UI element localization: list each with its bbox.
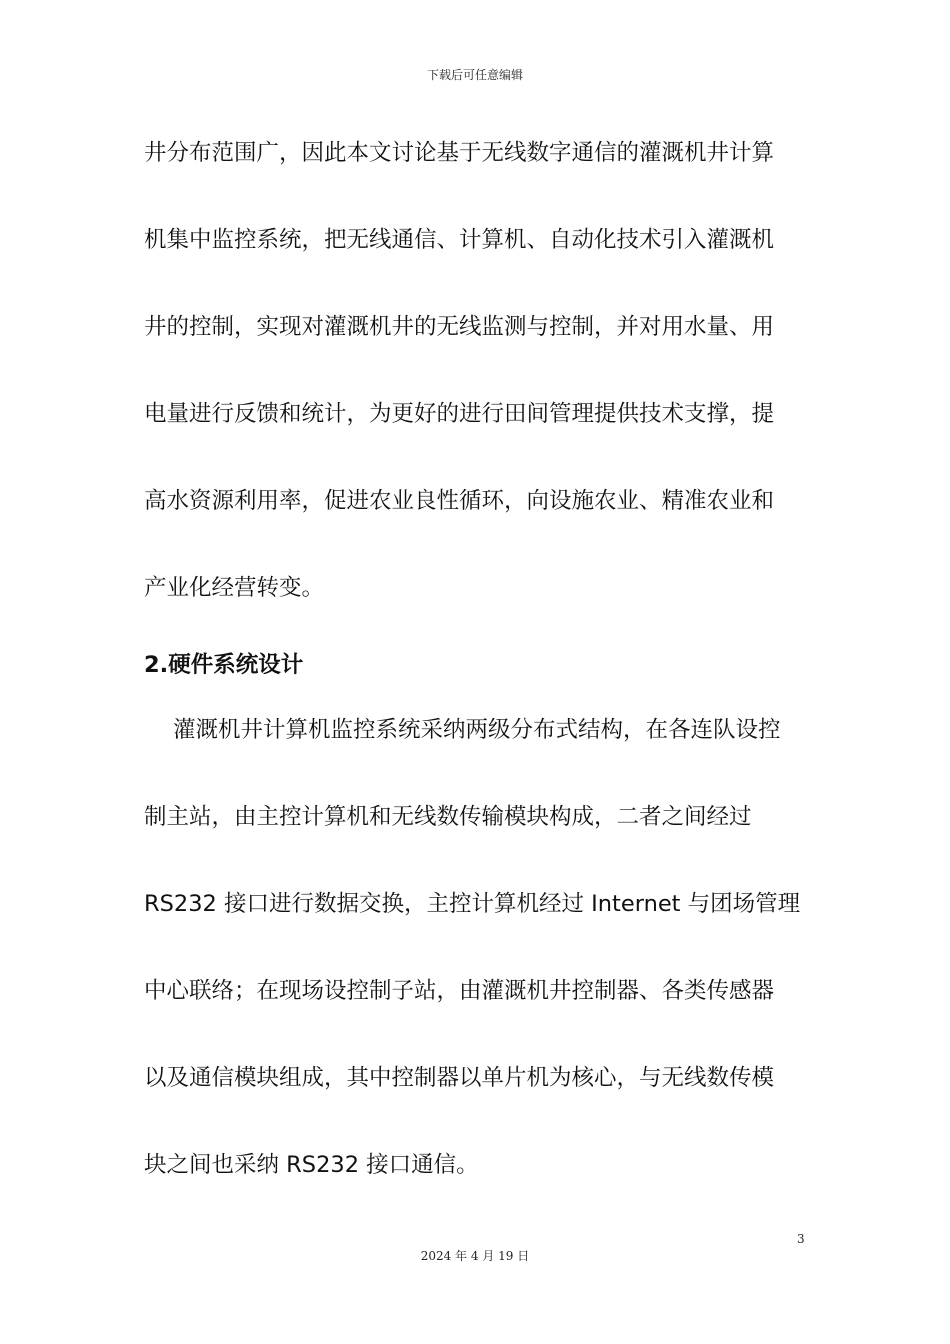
page-number: 3: [797, 1232, 805, 1246]
text-line: 井分布范围广，因此本文讨论基于无线数字通信的灌溉机井计算: [144, 140, 775, 166]
page-header: 下载后可任意编辑: [426, 68, 523, 82]
text-line: 产业化经营转变。: [144, 575, 325, 601]
text-line: RS232 接口进行数据交换，主控计算机经过 Internet 与团场管理: [144, 891, 801, 917]
paragraph-hardware: [144, 707, 806, 1229]
section-heading: 2.硬件系统设计: [144, 652, 304, 678]
text-line: 机集中监控系统，把无线通信、计算机、自动化技术引入灌溉机: [144, 227, 775, 253]
text-line: 以及通信模块组成，其中控制器以单片机为核心，与无线数传模: [144, 1065, 775, 1091]
document-body: [144, 130, 806, 1229]
text-line: 灌溉机井计算机监控系统采纳两级分布式结构，在各连队设控: [173, 717, 781, 743]
text-line: 制主站，由主控计算机和无线数传输模块构成，二者之间经过: [144, 804, 752, 830]
text-line: 电量进行反馈和统计，为更好的进行田间管理提供技术支撑，提: [144, 401, 775, 427]
footer-date: 2024 年 4 月 19 日: [420, 1249, 530, 1263]
text-line: 块之间也采纳 RS232 接口通信。: [144, 1152, 479, 1178]
text-line: 高水资源利用率，促进农业良性循环，向设施农业、精准农业和: [144, 488, 775, 514]
text-line: 井的控制，实现对灌溉机井的无线监测与控制，并对用水量、用: [144, 314, 775, 340]
text-line: 中心联络；在现场设控制子站，由灌溉机井控制器、各类传感器: [144, 978, 775, 1004]
paragraph-intro: [144, 130, 806, 635]
